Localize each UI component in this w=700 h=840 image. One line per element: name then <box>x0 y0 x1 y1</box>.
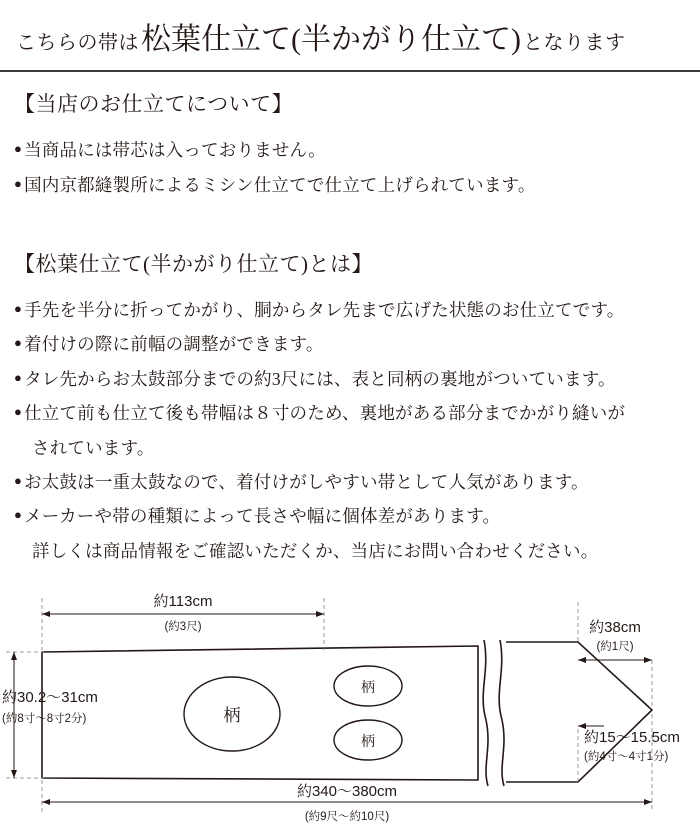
break-wave-line-left <box>483 640 488 786</box>
bullet-item <box>14 173 686 198</box>
obi-dimension-diagram <box>0 580 700 840</box>
bullet-item <box>14 138 686 163</box>
section-shop-tailoring <box>14 88 686 209</box>
header-lead-text: こちらの帯は <box>16 32 139 54</box>
bullet-dot-icon: ● <box>14 335 23 351</box>
dim-right-main-label: 約38cm <box>589 619 641 636</box>
dim-top-main-label: 約113cm <box>153 593 213 610</box>
bullet-dot-icon: ● <box>14 369 23 385</box>
bullet-continuation-text: 詳しくは商品情報をご確認いただくか、当店にお問い合わせください。 <box>32 540 599 561</box>
dim-bottom-sub-label: (約9尺〜約10尺) <box>304 811 390 823</box>
bullet-dot-icon: ● <box>14 301 23 316</box>
dim-left-sub-label: (約8寸〜8寸2分) <box>2 713 87 725</box>
bullet-text: メーカーや帯の種類によって長さや幅に個体差があります。 <box>24 506 501 527</box>
bullet-text: お太鼓は一重太鼓なので、着付けがしやすい帯として人気があります。 <box>24 471 589 492</box>
pattern-label-small-2: 柄 <box>361 735 375 750</box>
section-title-1: 【当店のお仕立てについて】 <box>14 92 294 116</box>
bullet-text: 仕立て前も仕立て後も帯幅は８寸のため、裏地がある部分までかがり縫いが <box>24 403 626 424</box>
bullet-dot-icon: ● <box>14 472 23 488</box>
dim-right-sub-label: (約1尺) <box>596 641 634 653</box>
dim-arrow-left-top <box>11 652 17 660</box>
header-emphasis-text: 松葉仕立て(半かがり仕立て) <box>141 23 521 56</box>
page-header <box>0 0 700 72</box>
pattern-label-small-1: 柄 <box>361 681 375 696</box>
bullet-item <box>14 298 692 323</box>
dim-left-main-label: 約30.2〜31cm <box>2 689 98 706</box>
dim-arrow-top-right <box>316 611 324 617</box>
bullet-text: 国内京都縫製所によるミシン仕立てで仕立て上げられています。 <box>24 175 536 196</box>
header-tail-text: となります <box>522 32 626 54</box>
dim-arrow-bottom-left <box>42 799 50 805</box>
bullet-dot-icon: ● <box>14 507 23 523</box>
dim-tip-main-label: 約15〜15.5cm <box>584 729 680 746</box>
bullet-text: 着付けの際に前幅の調整ができます。 <box>24 334 324 355</box>
bullet-item <box>14 504 692 529</box>
bullet-dot-icon: ● <box>14 176 23 192</box>
section-title-2: 【松葉仕立て(半かがり仕立て)とは】 <box>14 252 373 276</box>
dim-arrow-top-left <box>42 611 50 617</box>
dim-top-sub-label: (約3尺) <box>164 621 202 633</box>
bullet-continuation-text: されています。 <box>32 437 155 458</box>
dim-arrow-right-right <box>644 657 652 663</box>
obi-body-outline <box>42 646 478 780</box>
bullet-item <box>14 367 692 392</box>
pattern-label-large: 柄 <box>223 706 241 725</box>
dim-arrow-bottom-right <box>644 799 652 805</box>
dim-tip-sub-label: (約4寸〜4寸1分) <box>584 751 669 763</box>
bullet-text: 手先を半分に折ってかがり、胴からタレ先まで広げた状態のお仕立てです。 <box>24 300 625 320</box>
bullet-item <box>14 470 692 495</box>
break-wave-line-right <box>499 640 504 786</box>
bullet-dot-icon: ● <box>14 404 23 420</box>
bullet-dot-icon: ● <box>14 141 23 156</box>
section-matsuba-explanation <box>14 248 692 564</box>
bullet-text: タレ先からお太鼓部分までの約3尺には、表と同柄の裏地がついています。 <box>24 368 616 389</box>
bullet-item <box>14 401 692 426</box>
dim-arrow-left-bottom <box>11 770 17 778</box>
bullet-text: 当商品には帯芯は入っておりません。 <box>24 140 327 160</box>
dim-bottom-main-label: 約340〜380cm <box>296 783 398 800</box>
dim-arrow-right-left <box>578 657 586 663</box>
bullet-item <box>14 332 692 357</box>
